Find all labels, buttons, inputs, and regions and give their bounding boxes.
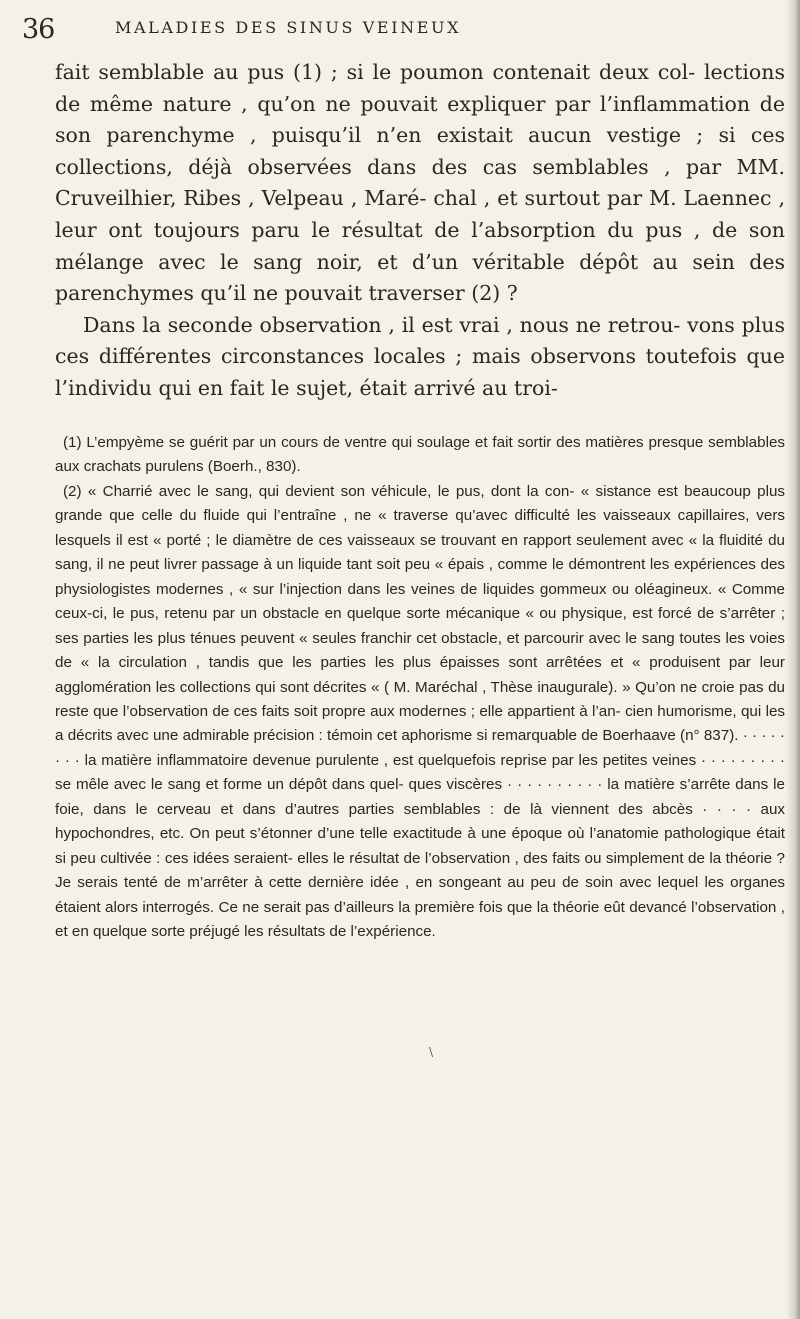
footnotes [55, 431, 785, 945]
footnote-2: (2) « Charrié avec le sang, qui devient son véhicule, le pus, dont la con- « sistance est beaucoup plus grande que celle du fluide qui l’entraîne , ne « traverse qu’avec difficulté les vaisseaux capillaires, vers lesquels il est « porté ; le diamètre de ces vaisseaux se trouvant en rapport seulement avec « la fluidité du sang, il ne peut livrer passage à un liquide tant soit peu « épais , comme le démontrent les expériences des physiologistes modernes , « sur l’injection dans les veines de liquides gommeux ou oléagineux. « Comme ceux-ci, le pus, retenu par un obstacle en quelque sorte mécanique « ou physique, est forcé de s’arrêter ; ses parties les plus ténues peuvent « seules franchir cet obstacle, et parcourir avec le sang toutes les voies de « la circulation , tandis que les parties les plus épaisses sont arrêtées et « produisent par leur agglomération les collections qui sont décrites « ( M. Maréchal , Thèse inaugurale). » Qu’on ne croie pas du reste que l’observation de ces faits soit propre aux modernes ; elle appartient à l’an- cien humorisme, qui les a décrits avec une admirable précision : témoin cet aphorisme si remarquable de Boerhaave (n° 837). · · · · · · · · la matière inflammatoire devenue purulente , est quelquefois reprise par les petites veines · · · · · · · · · se mêle avec le sang et forme un dépôt dans quel- ques viscères · · · · · · · · · · la matière s’arrête dans le foie, dans le cerveau et dans d’autres parties semblables : de là viennent des abcès · · · · aux hypochondres, etc. On peut s’étonner d’une telle exactitude à une époque où l’anatomie pathologique était si peu cultivée : ces idées seraient- elles le résultat de l’observation , des faits ou simplement de la théorie ? Je serais tenté de m’arrêter à cette dernière idée , en songeant au peu de soin avec lequel les organes étaient alors interrogés. Ce ne serait pas d’ailleurs la première fois que la théorie eût devancé l’observation , et en quelque sorte préjugé les résultats de l’expérience. [55, 482, 785, 941]
paragraph-1: fait semblable au pus (1) ; si le poumon contenait deux col- lections de même nature , qu’on ne pouvait expliquer par l’inflammation de son parenchyme , puisqu’il n’en existait aucun vestige ; si ces collections, déjà observées dans des cas semblables , par MM. Cruveilhier, Ribes , Velpeau , Maré- chal , et surtout par M. Laennec , leur ont toujours paru le résultat de l’absorption du pus , de son mélange avec le sang noir, et d’un véritable dépôt au sein des parenchymes qu’il ne pouvait traverser (2) ? [55, 60, 785, 306]
paragraph-2: Dans la seconde observation , il est vrai , nous ne retrou- vons plus ces différentes circonstances locales ; mais observons toutefois que l’individu qui en fait le sujet, était arrivé au troi- [55, 312, 785, 400]
stray-mark: \ [429, 1045, 434, 1059]
running-head: MALADIES DES SINUS VEINEUX [115, 18, 462, 37]
page-edge-shadow [786, 0, 800, 1319]
main-text [55, 57, 785, 405]
footnote-1: (1) L’empyème se guérit par un cours de ventre qui soulage et fait sortir des matières presque semblables aux crachats purulens (Boerh., 830). [55, 434, 785, 476]
page-number: 36 [22, 14, 55, 45]
